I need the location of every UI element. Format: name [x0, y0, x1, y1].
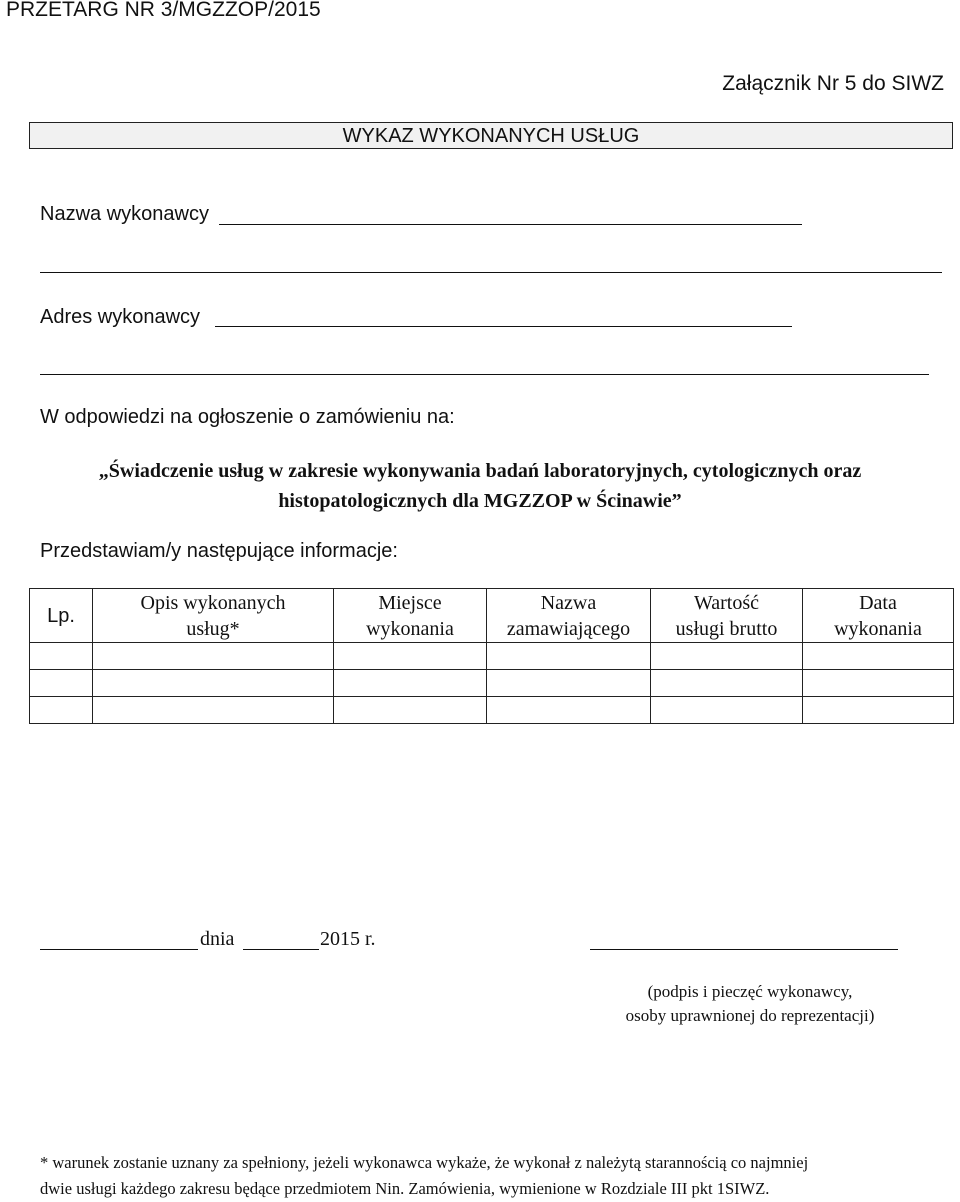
table-cell[interactable]: [487, 670, 651, 697]
column-header-text: wykonania: [366, 617, 454, 640]
column-header-text: wykonania: [834, 617, 922, 640]
table-row: [30, 670, 954, 697]
table-header-row: [30, 589, 954, 643]
table-cell[interactable]: [651, 670, 803, 697]
contractor-name-field-continued[interactable]: [40, 272, 942, 273]
response-intro: W odpowiedzi na ogłoszenie o zamówieniu na:: [40, 406, 455, 428]
footnote: [40, 1150, 940, 1202]
table-row: [30, 697, 954, 724]
table-cell[interactable]: [651, 643, 803, 670]
table-cell[interactable]: [487, 643, 651, 670]
year-label: 2015 r.: [320, 928, 376, 950]
day-label: dnia: [200, 928, 235, 950]
signature-caption: [590, 980, 910, 1028]
table-cell[interactable]: [334, 697, 487, 724]
table-cell[interactable]: [30, 670, 93, 697]
column-header-text: Nazwa: [540, 591, 597, 614]
table-cell[interactable]: [334, 643, 487, 670]
day-field[interactable]: [243, 949, 319, 950]
column-header-text: Wartość: [693, 591, 760, 614]
column-header-text: Miejsce: [378, 591, 442, 614]
column-header-text: Lp.: [47, 604, 75, 627]
contractor-address-label: Adres wykonawcy: [40, 306, 201, 328]
tender-subject-line-2: histopatologicznych dla MGZZOP w Ścinawie”: [278, 490, 682, 512]
document-title: WYKAZ WYKONANYCH USŁUG: [29, 122, 953, 149]
tender-subject-line-1: „Świadczenie usług w zakresie wykonywania badań laboratoryjnych, cytologicznych oraz: [98, 460, 862, 482]
table-cell[interactable]: [487, 697, 651, 724]
contractor-name-field[interactable]: [219, 224, 802, 225]
table-cell[interactable]: [30, 643, 93, 670]
table-cell[interactable]: [93, 697, 334, 724]
column-header-text: usługi brutto: [675, 617, 778, 640]
column-header-text: Opis wykonanych: [140, 591, 286, 614]
table-cell[interactable]: [93, 643, 334, 670]
column-header-service-description: [93, 589, 334, 643]
column-header-gross-value: [651, 589, 803, 643]
signature-field[interactable]: [590, 949, 898, 950]
table-cell[interactable]: [803, 670, 954, 697]
column-header-text: usług*: [186, 617, 240, 640]
tender-subject: [40, 456, 920, 516]
column-header-lp: [30, 589, 93, 643]
column-header-place: [334, 589, 487, 643]
table-cell[interactable]: [93, 670, 334, 697]
table-cell[interactable]: [334, 670, 487, 697]
footnote-line-1: * warunek zostanie uznany za spełniony, jeżeli wykonawca wykaże, że wykonał z należytą starannością co najmniej: [40, 1153, 809, 1172]
annex-label: Załącznik Nr 5 do SIWZ: [722, 72, 944, 95]
place-field[interactable]: [40, 949, 198, 950]
signature-caption-line-2: osoby uprawnionej do reprezentacji): [625, 1006, 875, 1025]
tender-reference: PRZETARG NR 3/MGZZOP/2015: [6, 0, 321, 21]
column-header-client-name: [487, 589, 651, 643]
signature-caption-line-1: (podpis i pieczęć wykonawcy,: [647, 982, 853, 1001]
table-cell[interactable]: [803, 697, 954, 724]
info-intro: Przedstawiam/y następujące informacje:: [40, 540, 398, 562]
contractor-address-field-continued[interactable]: [40, 374, 929, 375]
contractor-address-field[interactable]: [215, 326, 792, 327]
table-cell[interactable]: [803, 643, 954, 670]
column-header-text: Data: [859, 591, 897, 614]
table-cell[interactable]: [651, 697, 803, 724]
services-table: [29, 588, 954, 724]
footnote-line-2: dwie usługi każdego zakresu będące przedmiotem Nin. Zamówienia, wymienione w Rozdziale III pkt 1SIWZ.: [40, 1179, 770, 1198]
table-cell[interactable]: [30, 697, 93, 724]
column-header-date: [803, 589, 954, 643]
column-header-text: zamawiającego: [506, 617, 631, 640]
table-row: [30, 643, 954, 670]
contractor-name-label: Nazwa wykonawcy: [40, 203, 209, 225]
